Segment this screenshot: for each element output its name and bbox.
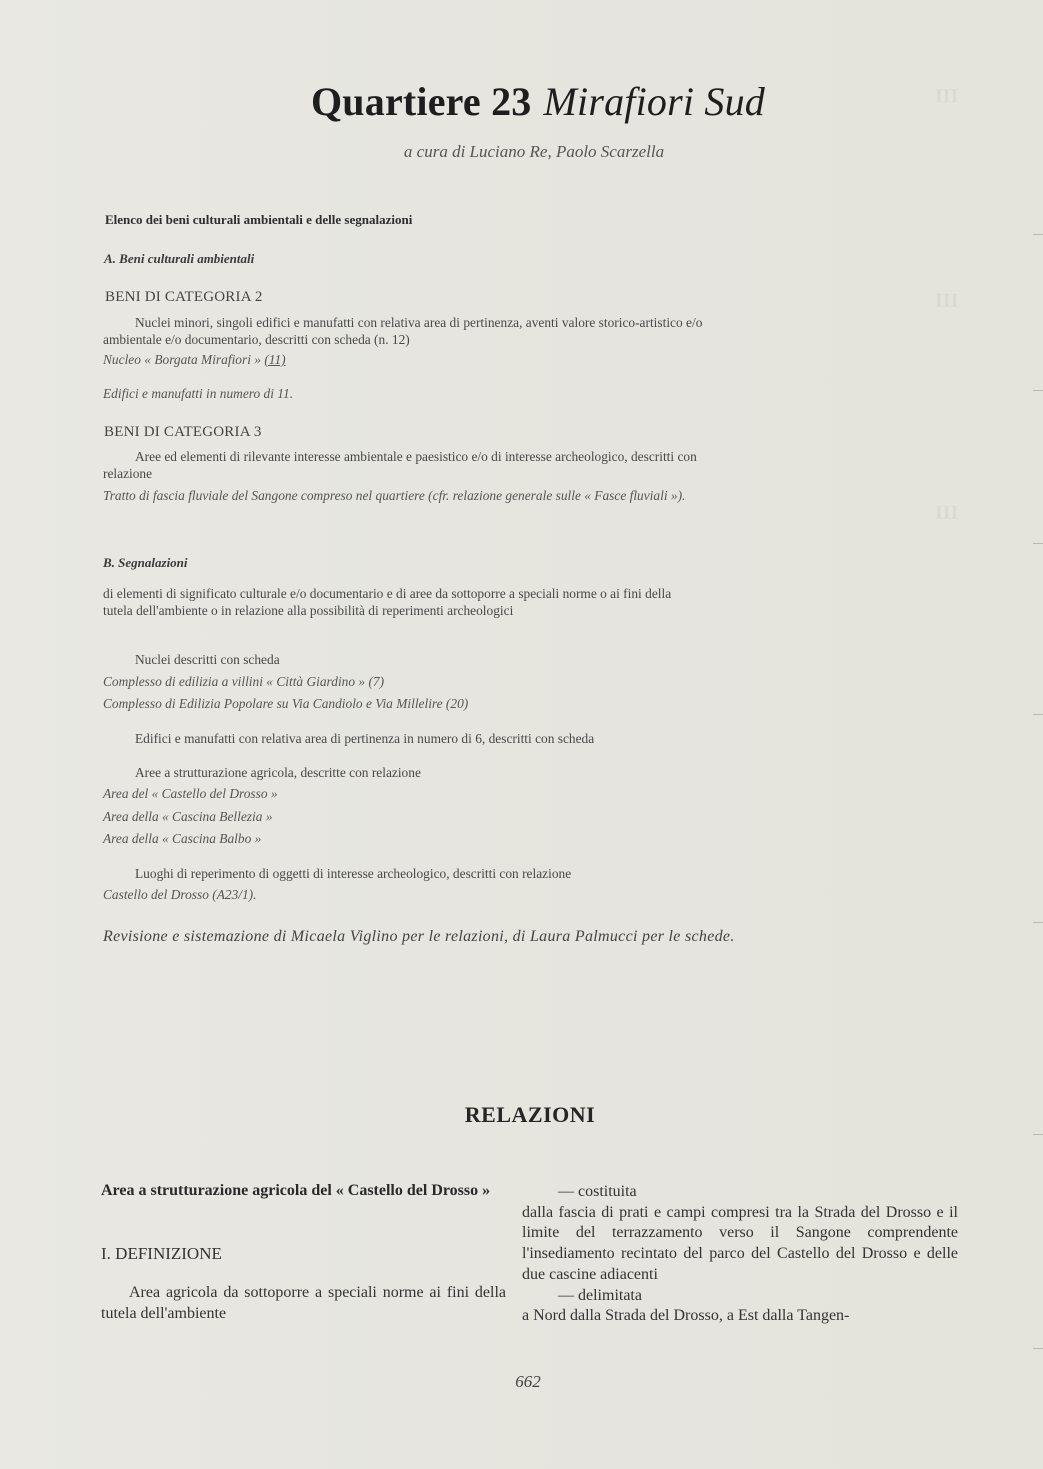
- category-2-description: Nuclei minori, singoli edifici e manufatti con relativa area di pertinenza, aventi valore storico-artistico e/o ambientale e/o documentario, descritti con scheda (n. 12): [103, 315, 703, 347]
- aree-heading: Aree a strutturazione agricola, descritte con relazione: [135, 765, 421, 780]
- page-title-bold: Quartiere 23: [310, 79, 532, 124]
- relazioni-left-column: [101, 1180, 506, 1324]
- page-title: [0, 78, 1043, 125]
- page-number: 662: [515, 1372, 541, 1391]
- bleed-through-mark: III: [935, 85, 959, 107]
- nuclei-item: Complesso di edilizia a villini « Città Giardino » (7): [103, 674, 385, 689]
- revision-credits: Revisione e sistemazione di Micaela Viglino per le relazioni, di Laura Palmucci per le schede.: [103, 928, 735, 945]
- delimitata-label: — delimitata: [558, 1286, 642, 1304]
- category-2-edifici: Edifici e manufatti in numero di 11.: [103, 386, 294, 401]
- elenco-heading: Elenco dei beni culturali ambientali e delle segnalazioni: [105, 212, 413, 227]
- delimitata-text: a Nord dalla Strada del Drosso, a Est dalla Tangen-: [522, 1307, 850, 1325]
- section-a-heading: A. Beni culturali ambientali: [104, 251, 255, 266]
- page-subtitle: a cura di Luciano Re, Paolo Scarzella: [403, 142, 665, 161]
- bleed-through-mark: III: [935, 502, 959, 524]
- section-b-description: di elementi di significato culturale e/o documentario e di aree da sottoporre a speciali norme o ai fini della tutela dell'ambiente o in relazione alla possibilità di reperimenti archeologici: [103, 586, 672, 618]
- costituita-text: dalla fascia di prati e campi compresi tra la Strada del Drosso e il limite del terrazzamento verso il Sangone comprendente l'insediamento recintato del parco del Castello del Drosso e delle due cascine adiacenti: [522, 1203, 958, 1283]
- nucleo-ref: (11): [264, 352, 286, 367]
- luoghi-heading: Luoghi di reperimento di oggetti di interesse archeologico, descritti con relazione: [135, 866, 572, 881]
- definizione-text: Area agricola da sottoporre a speciali norme ai fini della tutela dell'ambiente: [101, 1284, 506, 1322]
- nucleo-label: Nucleo « Borgata Mirafiori »: [103, 352, 265, 367]
- relazione-title: Area a strutturazione agricola del « Castello del Drosso »: [101, 1182, 491, 1199]
- luoghi-item: Castello del Drosso (A23/1).: [103, 887, 257, 902]
- category-3-heading: BENI DI CATEGORIA 3: [104, 424, 262, 440]
- margin-tick: [1033, 922, 1043, 923]
- costituita-label: — costituita: [558, 1183, 637, 1200]
- relazioni-heading: RELAZIONI: [464, 1102, 596, 1127]
- category-3-tratto: Tratto di fascia fluviale del Sangone compreso nel quartiere (cfr. relazione generale sulle « Fasce fluviali »).: [103, 488, 686, 503]
- page-title-italic: Mirafiori Sud: [543, 79, 765, 124]
- category-3-description: Aree ed elementi di rilevante interesse ambientale e paesistico e/o di interesse archeologico, descritti con relazione: [103, 449, 697, 481]
- nuclei-heading: Nuclei descritti con scheda: [135, 652, 280, 667]
- category-2-heading: BENI DI CATEGORIA 2: [105, 289, 263, 305]
- nuclei-item: Complesso di Edilizia Popolare su Via Candiolo e Via Millelire (20): [103, 696, 469, 711]
- margin-tick: [1033, 714, 1043, 715]
- section-b-edifici: Edifici e manufatti con relativa area di pertinenza in numero di 6, descritti con scheda: [135, 731, 595, 746]
- aree-item: Area del « Castello del Drosso »: [103, 786, 278, 801]
- section-b-heading: B. Segnalazioni: [103, 555, 188, 570]
- bleed-through-mark: III: [935, 290, 959, 312]
- margin-tick: [1033, 1348, 1043, 1349]
- relazioni-right-column: [522, 1182, 958, 1327]
- aree-item: Area della « Cascina Balbo »: [103, 831, 262, 846]
- nucleo-borgata-mirafiori: [103, 352, 286, 368]
- margin-tick: [1033, 234, 1043, 235]
- margin-tick: [1033, 390, 1043, 391]
- definizione-heading: I. DEFINIZIONE: [101, 1244, 222, 1263]
- margin-tick: [1033, 1134, 1043, 1135]
- aree-item: Area della « Cascina Bellezia »: [103, 809, 273, 824]
- margin-tick: [1033, 543, 1043, 544]
